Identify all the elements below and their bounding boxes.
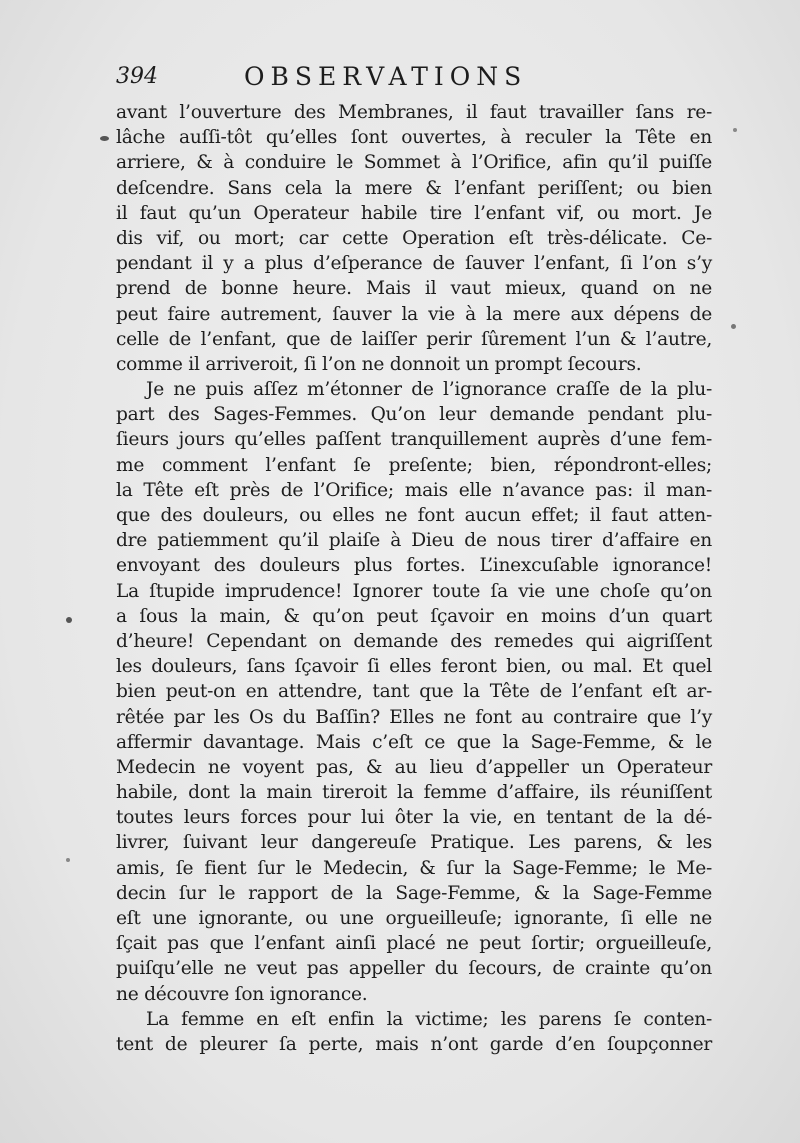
page-number: 394 (116, 64, 158, 89)
text-line: arriere, & à conduire le Sommet à l’Orifice, afin qu’il puiſſe (116, 152, 712, 174)
text-line: puiſqu’elle ne veut pas appeller du ſecours, de crainte qu’on (116, 958, 712, 980)
text-line: ſieurs jours qu’elles paſſent tranquillement auprès d’une fem- (116, 429, 712, 451)
ink-speck (66, 858, 70, 862)
text-line: tent de pleurer ſa perte, mais n’ont garde d’en ſoupçonner (116, 1033, 712, 1055)
text-line: toutes leurs forces pour lui ôter la vie, en tentant de la dé- (116, 807, 712, 829)
text-line: il faut qu’un Operateur habile tire l’enfant vif, ou mort. Je (116, 202, 712, 224)
text-line: ſçait pas que l’enfant ainſi placé ne peut ſortir; orgueilleuſe, (116, 933, 712, 955)
text-line: La femme en eſt enfin la victime; les parens ſe conten- (146, 1008, 712, 1030)
ink-speck (733, 128, 737, 132)
text-line: peut faire autrement, ſauver la vie à la mere aux dépens de (116, 303, 712, 325)
text-line: amis, ſe fient ſur le Medecin, & ſur la Sage-Femme; le Me- (116, 857, 712, 879)
page-header (116, 62, 716, 96)
text-line: dis vif, ou mort; car cette Operation eſt très-délicate. Ce- (116, 227, 712, 249)
text-line: avant l’ouverture des Membranes, il faut travailler ſans re- (116, 102, 712, 123)
text-line: livrer, ſuivant leur dangereuſe Pratique. Les parens, & les (116, 832, 712, 854)
text-line: que des douleurs, ou elles ne font aucun effet; il faut atten- (116, 505, 712, 526)
text-line: La ſtupide imprudence! Ignorer toute ſa vie une choſe qu’on (116, 580, 712, 602)
text-line: me comment l’enfant ſe preſente; bien, répondront-elles; (116, 454, 712, 476)
text-line: habile, dont la main tireroit la femme d’affaire, ils réuniſſent (116, 782, 712, 804)
text-line: comme il arriveroit, ſi l’on ne donnoit un prompt ſecours. (116, 353, 642, 375)
text-line: rêtée par les Os du Baſſin? Elles ne font au contraire que l’y (116, 706, 712, 728)
text-line: envoyant des douleurs plus fortes. L’inexcuſable ignorance! (116, 555, 712, 577)
text-line: a ſous la main, & qu’on peut ſçavoir en moins d’un quart (116, 605, 712, 627)
text-line: part des Sages-Femmes. Qu’on leur demande pendant plu- (116, 404, 712, 426)
text-line: affermir davantage. Mais c’eſt ce que la Sage-Femme, & le (116, 731, 712, 753)
text-line: Je ne puis aſſez m’étonner de l’ignorance craſſe de la plu- (146, 379, 712, 401)
text-line: bien peut-on en attendre, tant que la Tête de l’enfant eſt ar- (116, 681, 712, 703)
text-line: celle de l’enfant, que de laiſſer perir ſûrement l’un & l’autre, (116, 328, 712, 350)
text-line: la Tête eſt près de l’Orifice; mais elle n’avance pas: il man- (116, 479, 712, 501)
text-line: decin ſur le rapport de la Sage-Femme, & la Sage-Femme (116, 882, 712, 904)
text-line: pendant il y a plus d’eſperance de ſauver l’enfant, ſi l’on s’y (116, 253, 712, 275)
text-line: ne découvre ſon ignorance. (116, 983, 368, 1005)
body-text (116, 100, 712, 1057)
text-line: deſcendre. Sans cela la mere & l’enfant periſſent; ou bien (116, 177, 712, 199)
text-line: dre patiemment qu’il plaiſe à Dieu de nous tirer d’affaire en (116, 530, 712, 552)
text-line: prend de bonne heure. Mais il vaut mieux, quand on ne (116, 278, 712, 300)
ink-speck (731, 324, 736, 329)
text-line: les douleurs, ſans ſçavoir ſi elles feront bien, ou mal. Et quel (116, 656, 712, 678)
text-line: Medecin ne voyent pas, & au lieu d’appeller un Operateur (116, 756, 712, 778)
text-line: lâche auſſi-tôt qu’elles ſont ouvertes, à reculer la Tête en (116, 127, 712, 149)
text-line: eſt une ignorante, ou une orgueilleuſe; ignorante, ſi elle ne (116, 908, 712, 929)
ink-speck (66, 617, 72, 623)
running-title: OBSERVATIONS (244, 62, 528, 91)
text-line: d’heure! Cependant on demande des remedes qui aigriſſent (116, 630, 712, 652)
ink-speck (100, 136, 109, 141)
